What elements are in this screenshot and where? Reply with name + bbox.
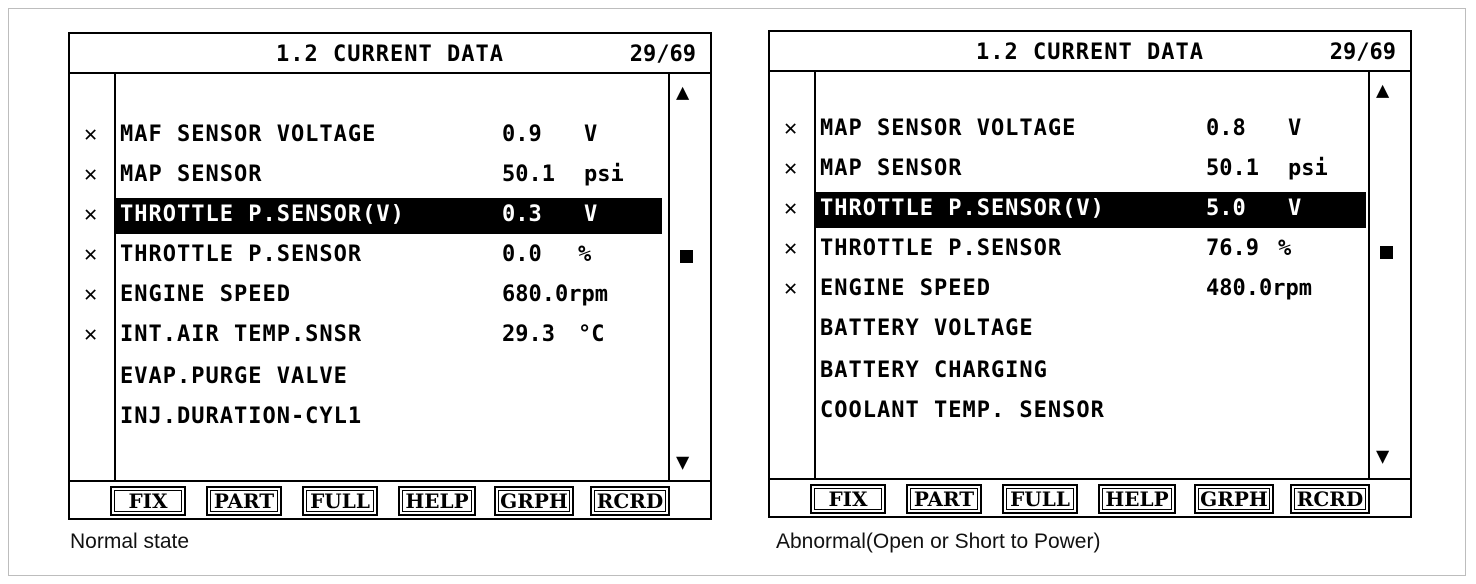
caption-normal: Normal state [70,530,190,553]
list-item[interactable] [770,152,1370,188]
list-item[interactable] [770,312,1370,348]
row-value: 0.9 [502,122,542,147]
list-item[interactable] [770,354,1370,390]
list-item[interactable] [770,394,1370,430]
monitored-mark-icon: ✕ [84,322,98,347]
monitored-mark-icon: ✕ [84,282,98,307]
record-button[interactable]: RCRD [1290,484,1370,514]
scan-tool-screen-abnormal [768,30,1412,518]
monitored-mark-icon: ✕ [784,116,798,141]
graph-button[interactable]: GRPH [494,486,574,516]
row-value: 50.1 [502,162,555,187]
screen-title: 1.2 CURRENT DATA [976,40,1204,65]
row-label: INJ.DURATION-CYL1 [120,404,363,429]
screen-header [70,34,710,74]
monitored-mark-icon: ✕ [784,236,798,261]
row-label: THROTTLE P.SENSOR [820,236,1063,261]
screen-title: 1.2 CURRENT DATA [276,42,504,67]
caption-abnormal: Abnormal(Open or Short to Power) [776,530,1101,553]
page-counter: 29/69 [629,42,696,67]
full-button[interactable]: FULL [1002,484,1078,514]
row-value: 680.0rpm [502,282,608,307]
row-label: THROTTLE P.SENSOR(V) [120,202,405,227]
row-label: THROTTLE P.SENSOR [120,242,363,267]
record-button[interactable]: RCRD [590,486,670,516]
help-button[interactable]: HELP [1098,484,1176,514]
graph-button[interactable]: GRPH [1194,484,1274,514]
fix-button[interactable]: FIX [110,486,186,516]
list-item[interactable] [70,118,670,154]
row-label: MAP SENSOR [820,156,963,181]
function-key-bar [70,480,710,518]
list-item[interactable] [770,112,1370,148]
row-list [770,72,1370,480]
page-counter: 29/69 [1329,40,1396,65]
list-item[interactable] [70,158,670,194]
screen-header [770,32,1410,72]
row-unit: psi [584,162,624,187]
full-button[interactable]: FULL [302,486,378,516]
scroll-up-icon[interactable]: ▲ [676,80,690,105]
monitored-mark-icon: ✕ [784,276,798,301]
scrollbar[interactable] [670,74,710,482]
row-label: MAP SENSOR [120,162,263,187]
row-list [70,74,670,482]
list-item[interactable] [70,360,670,396]
row-value: 50.1 [1206,156,1259,181]
row-value: 480.0rpm [1206,276,1312,301]
list-item[interactable] [770,232,1370,268]
row-unit: V [1288,116,1302,141]
row-value: 76.9 [1206,236,1259,261]
row-label: BATTERY CHARGING [820,358,1048,383]
list-item[interactable] [70,278,670,314]
monitored-mark-icon: ✕ [784,196,798,221]
scroll-up-icon[interactable]: ▲ [1376,78,1390,103]
row-label: MAP SENSOR VOLTAGE [820,116,1077,141]
row-unit: V [1288,196,1302,221]
row-label: BATTERY VOLTAGE [820,316,1034,341]
row-label: ENGINE SPEED [120,282,291,307]
list-item[interactable] [770,272,1370,308]
list-item[interactable] [70,400,670,436]
row-value: 29.3 [502,322,555,347]
fix-button[interactable]: FIX [810,484,886,514]
list-item[interactable] [70,318,670,354]
monitored-mark-icon: ✕ [84,122,98,147]
scan-tool-screen-normal [68,32,712,520]
row-label: THROTTLE P.SENSOR(V) [820,196,1105,221]
row-unit: V [584,122,598,147]
list-item[interactable] [70,238,670,274]
row-label: INT.AIR TEMP.SNSR [120,322,363,347]
row-unit: psi [1288,156,1328,181]
monitored-mark-icon: ✕ [84,202,98,227]
row-label: ENGINE SPEED [820,276,991,301]
part-button[interactable]: PART [906,484,982,514]
row-label: MAF SENSOR VOLTAGE [120,122,377,147]
row-value: 0.8 [1206,116,1246,141]
row-unit: % [1278,236,1292,261]
monitored-mark-icon: ✕ [84,242,98,267]
monitored-mark-icon: ✕ [84,162,98,187]
part-button[interactable]: PART [206,486,282,516]
row-label: EVAP.PURGE VALVE [120,364,348,389]
list-item-selected[interactable] [770,192,1370,228]
row-unit: °C [578,322,605,347]
scroll-thumb[interactable] [680,250,693,263]
function-key-bar [770,478,1410,516]
scroll-down-icon[interactable]: ▼ [676,450,690,475]
row-unit: % [578,242,592,267]
row-value: 0.0 [502,242,542,267]
scroll-down-icon[interactable]: ▼ [1376,444,1390,469]
scrollbar[interactable] [1370,72,1410,480]
row-value: 5.0 [1206,196,1246,221]
row-unit: V [584,202,598,227]
list-item-selected[interactable] [70,198,670,234]
monitored-mark-icon: ✕ [784,156,798,181]
help-button[interactable]: HELP [398,486,476,516]
row-value: 0.3 [502,202,542,227]
scroll-thumb[interactable] [1380,246,1393,259]
row-label: COOLANT TEMP. SENSOR [820,398,1105,423]
